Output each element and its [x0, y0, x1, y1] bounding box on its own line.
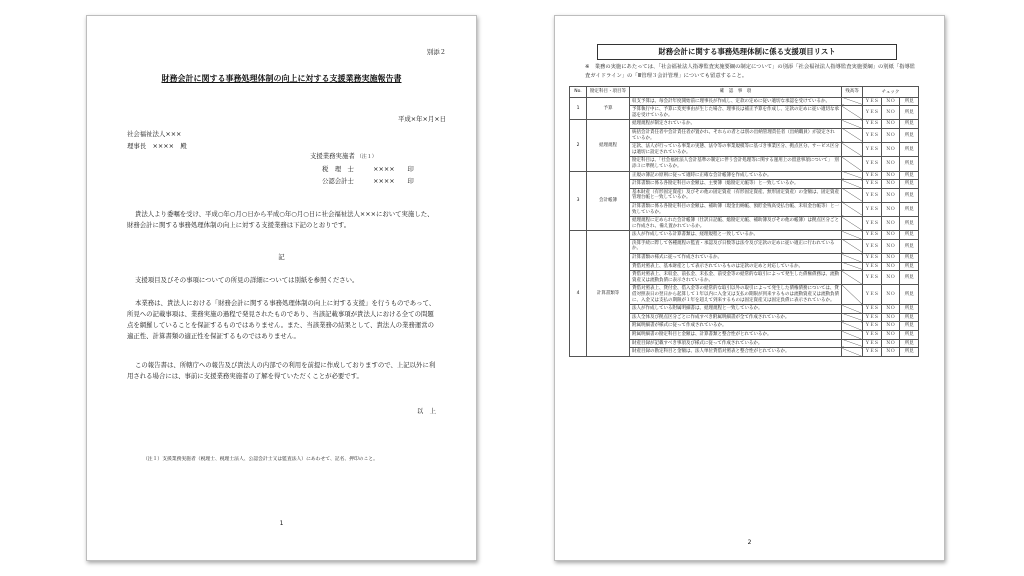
page-number-2: 2 [747, 539, 752, 546]
yes-option[interactable]: ＹＥＳ [863, 217, 882, 231]
findings-option[interactable]: 所見 [900, 348, 919, 357]
yes-option[interactable]: ＹＥＳ [863, 180, 882, 189]
check-item-text: 基本財産（有形固定資産）及びその他の固定資産（有形固定資産、無形固定資産）の金額は、固定資産管理台帳と一致しているか。 [630, 188, 842, 202]
remarks-cell [842, 285, 863, 305]
findings-option[interactable]: 所見 [900, 239, 919, 253]
recipient-head: 理事長 ×××× 殿 [127, 142, 187, 150]
check-item-text: 勘定科目は、「社会福祉法人会計基準の制定に伴う会計処理等に関する運用上の留意事項について」 別添３に準拠しているか。 [630, 157, 842, 171]
no-option[interactable]: ＮＯ [881, 262, 900, 271]
no-option[interactable]: ＮＯ [881, 188, 900, 202]
group-subject: 予算 [587, 97, 630, 120]
findings-option[interactable]: 所見 [900, 262, 919, 271]
remarks-cell [842, 180, 863, 189]
no-option[interactable]: ＮＯ [881, 128, 900, 142]
no-option[interactable]: ＮＯ [881, 180, 900, 189]
remarks-cell [842, 143, 863, 157]
no-option[interactable]: ＮＯ [881, 285, 900, 305]
findings-option[interactable]: 所見 [900, 322, 919, 331]
check-item-text: 附属明細書の勘定科目と金額は、計算書類と整合性がとれているか。 [630, 331, 842, 340]
header-check: チェック [863, 89, 919, 97]
remarks-cell [842, 231, 863, 240]
yes-option[interactable]: ＹＥＳ [863, 143, 882, 157]
check-item-text: 貸借対照表上、貸付金、借入金等の経常的な取引以外の取引によって発生した債権債務については、貸借対照表日の翌日から起算して１年以内に入金又は支払の期限が到来するものは流動資産又は流動負債に、入金又は支払の期限が１年を超えて到来するものは固定資産又は固定負債に表示されているか。 [630, 285, 842, 305]
check-item-text: 貸借対照表上、基本財産として表示されているものは定款の定めと対応しているか。 [630, 262, 842, 271]
remarks-cell [842, 348, 863, 357]
remarks-cell [842, 331, 863, 340]
remarks-cell [842, 271, 863, 285]
check-item-text: 経理規程に定められた会計帳簿（仕訳日記帳、総勘定元帳、補助簿及びその他の帳簿）は拠点区分ごとに作成され、備え置かれているか。 [630, 217, 842, 231]
paragraph-usage: この報告書は、所轄庁への報告及び貴法人の内部での利用を前提に作成しておりますので、上記以外に利用される場合には、事前に支援業務実施者の了解を得ていただくことが必要です。 [127, 361, 436, 380]
yes-option[interactable]: ＹＥＳ [863, 313, 882, 322]
check-item-text: 定款、法人が行っている事業の実態、法令等の事業規模等に基づき事業区分、拠点区分、サービス区分は適切に設定されているか。 [630, 143, 842, 157]
group-number: 3 [570, 171, 587, 231]
no-option[interactable]: ＮＯ [881, 202, 900, 216]
provider-cpa: 公認会計士 ×××× 印 [322, 177, 414, 185]
remarks-cell [842, 120, 863, 129]
no-option[interactable]: ＮＯ [881, 120, 900, 129]
remarks-cell [842, 188, 863, 202]
check-item-text: 統括会計責任者や会計責任者が置かれ、それらの者とは別の出納管理責任者（出納職員）が設定されているか。 [630, 128, 842, 142]
yes-option[interactable]: ＹＥＳ [863, 322, 882, 331]
yes-option[interactable]: ＹＥＳ [863, 188, 882, 202]
check-item-text: 予算執行中に、予算に変更事由が生じた場合、理事長は補正予算を作成し、定款の定めに従い適切な承認を受けているか。 [630, 106, 842, 120]
report-title: 財務会計に関する事務処理体制の向上に対する支援業務実施報告書 [161, 74, 402, 83]
yes-option[interactable]: ＹＥＳ [863, 331, 882, 340]
remarks-cell [842, 262, 863, 271]
remarks-cell [842, 313, 863, 322]
findings-option[interactable]: 所見 [900, 157, 919, 171]
header-subject: 勘定科目・項目等 [587, 87, 630, 98]
findings-option[interactable]: 所見 [900, 202, 919, 216]
remarks-cell [842, 322, 863, 331]
table-row [570, 171, 919, 180]
checklist-table [569, 86, 919, 357]
table-row [570, 231, 919, 240]
footnote: （注１）支援業務実施者（税理士、税理士法人、公認会計士又は監査法人）にあわせて、記名、押印のこと。 [143, 457, 378, 462]
document-page-2 [554, 15, 945, 561]
yes-option[interactable]: ＹＥＳ [863, 305, 882, 314]
check-item-text: 経理規程が制定されているか。 [630, 120, 842, 129]
no-option[interactable]: ＮＯ [881, 322, 900, 331]
recipient-org: 社会福祉法人××× [127, 130, 182, 138]
yes-option[interactable]: ＹＥＳ [863, 271, 882, 285]
group-subject: 計算書類等 [587, 231, 630, 357]
header-no: No. [570, 87, 587, 98]
no-option[interactable]: ＮＯ [881, 348, 900, 357]
yes-option[interactable]: ＹＥＳ [863, 97, 882, 106]
provider-note: （注１） [356, 154, 377, 160]
findings-option[interactable]: 所見 [900, 106, 919, 120]
page-number-1: 1 [279, 520, 284, 527]
check-item-text: 計算書類の様式に従って作成されているか。 [630, 254, 842, 263]
check-item-text: 法人が作成している計算書類は、経理規程と一致しているか。 [630, 231, 842, 240]
no-option[interactable]: ＮＯ [881, 157, 900, 171]
yes-option[interactable]: ＹＥＳ [863, 339, 882, 348]
ki-label: 記 [278, 253, 285, 261]
check-item-text: 計算書類に係る各勘定科目の金額は、補助簿（現金出納帳、預貯金残高受払台帳、未収金台帳等）と一致しているか。 [630, 202, 842, 216]
findings-option[interactable]: 所見 [900, 180, 919, 189]
findings-option[interactable]: 所見 [900, 120, 919, 129]
checklist-note: ※ 業務の実施にあたっては、「社会福祉法人指導監査実施要綱の制定について」の別添「社会福祉法人指導監査実施要綱」の別紙「指導監査ガイドライン」の「Ⅲ管理３会計管理」についても留意すること。 [585, 64, 916, 79]
header-item: 確 認 事 項 [630, 87, 842, 98]
provider-label-text: 支援業務実施者 [310, 152, 355, 160]
document-page-1 [86, 15, 477, 561]
no-option[interactable]: ＮＯ [881, 143, 900, 157]
no-option[interactable]: ＮＯ [881, 106, 900, 120]
yes-option[interactable]: ＹＥＳ [863, 254, 882, 263]
no-option[interactable]: ＮＯ [881, 97, 900, 106]
check-item-text: 附属明細書が様式に従って作成されているか。 [630, 322, 842, 331]
yes-option[interactable]: ＹＥＳ [863, 128, 882, 142]
remarks-cell [842, 305, 863, 314]
no-option[interactable]: ＮＯ [881, 217, 900, 231]
ijou-label: 以 上 [416, 407, 436, 415]
check-item-text: 決算手続に際して各種規程の監査・承認及び日数等は法令及び定款の定めに従い適正に行われているか。 [630, 239, 842, 253]
provider-label [310, 152, 377, 161]
check-item-text: 財産目録が記載すべき事項及び様式に従って作成されているか。 [630, 339, 842, 348]
remarks-cell [842, 254, 863, 263]
findings-option[interactable]: 所見 [900, 143, 919, 157]
no-option[interactable]: ＮＯ [881, 339, 900, 348]
yes-option[interactable]: ＹＥＳ [863, 202, 882, 216]
report-date: 平成×年×月×日 [397, 115, 446, 123]
no-option[interactable]: ＮＯ [881, 239, 900, 253]
yes-option[interactable]: ＹＥＳ [863, 106, 882, 120]
remarks-cell [842, 171, 863, 180]
group-number: 4 [570, 231, 587, 357]
remarks-cell [842, 97, 863, 106]
no-option[interactable]: ＮＯ [881, 331, 900, 340]
remarks-cell [842, 157, 863, 171]
checklist-title: 財務会計に関する事務処理体制に係る支援項目リスト [597, 44, 897, 60]
check-item-text: 法人全体及び拠点区分ごとに作成すべき附属明細書が全て作成されているか。 [630, 313, 842, 322]
group-number: 1 [570, 97, 587, 120]
remarks-cell [842, 106, 863, 120]
remarks-cell [842, 202, 863, 216]
yes-option[interactable]: ＹＥＳ [863, 231, 882, 240]
no-option[interactable]: ＮＯ [881, 171, 900, 180]
yes-option[interactable]: ＹＥＳ [863, 262, 882, 271]
yes-option[interactable]: ＹＥＳ [863, 285, 882, 305]
provider-tax-accountant: 税 理 士 ×××× 印 [322, 165, 414, 173]
yes-option[interactable]: ＹＥＳ [863, 239, 882, 253]
no-option[interactable]: ＮＯ [881, 313, 900, 322]
paragraph-reference: 支援項目及びその事項についての所見の詳細については別紙を参照ください。 [135, 276, 359, 284]
findings-option[interactable]: 所見 [900, 271, 919, 285]
findings-option[interactable]: 所見 [900, 128, 919, 142]
no-option[interactable]: ＮＯ [881, 271, 900, 285]
findings-option[interactable]: 所見 [900, 217, 919, 231]
findings-option[interactable]: 所見 [900, 305, 919, 314]
no-option[interactable]: ＮＯ [881, 231, 900, 240]
findings-option[interactable]: 所見 [900, 313, 919, 322]
attachment-label: 別添２ [426, 48, 446, 56]
yes-option[interactable]: ＹＥＳ [863, 120, 882, 129]
check-item-text: 財産目録の勘定科目と金額は、法人単位貸借対照表と整合性がとれているか。 [630, 348, 842, 357]
findings-option[interactable]: 所見 [900, 188, 919, 202]
findings-option[interactable]: 所見 [900, 171, 919, 180]
paragraph-intro: 貴法人より委嘱を受け、平成○年○月○日から平成○年○月○日に社会福祉法人×××において実施した、財務会計に関する事務処理体制の向上に対する支援業務は下記のとおりです。 [127, 210, 434, 229]
findings-option[interactable]: 所見 [900, 97, 919, 106]
check-item-text: 収支予算は、毎会計年度開始前に理事長が作成し、定款の定めに従い適切な承認を受けているか。 [630, 97, 842, 106]
remarks-cell [842, 217, 863, 231]
table-row [570, 120, 919, 129]
header-remarks: 残高等 [842, 87, 863, 98]
findings-option[interactable]: 所見 [900, 339, 919, 348]
group-subject: 経理規程 [587, 120, 630, 171]
check-item-text: 法人が作成している附属明細書は、経理規程と一致しているか。 [630, 305, 842, 314]
check-item-text: 貸借対照表上、未収金、前払金、未払金、前受金等の経常的な取引によって発生した債権債務は、流動資産又は流動負債に表示されているか。 [630, 271, 842, 285]
check-item-text: 正規の簿記の原則に従って適時に正確な会計帳簿を作成しているか。 [630, 171, 842, 180]
remarks-cell [842, 128, 863, 142]
yes-option[interactable]: ＹＥＳ [863, 348, 882, 357]
no-option[interactable]: ＮＯ [881, 305, 900, 314]
paragraph-scope: 本業務は、貴法人における「財務会計に関する事務処理体制の向上に対する支援」を行うものであって、所見への記載事項は、業務実施の過程で発見されたものであり、当該記載事項が貴法人における全ての問題点を網羅していることを保証するものではありません。また、当該業務の結果として、貴法人の業務運営の適正性、計算書類の適正性を保証するものではありません。 [127, 299, 436, 340]
findings-option[interactable]: 所見 [900, 285, 919, 305]
findings-option[interactable]: 所見 [900, 254, 919, 263]
remarks-cell [842, 239, 863, 253]
findings-option[interactable]: 所見 [900, 231, 919, 240]
table-row [570, 97, 919, 106]
yes-option[interactable]: ＹＥＳ [863, 157, 882, 171]
remarks-cell [842, 339, 863, 348]
no-option[interactable]: ＮＯ [881, 254, 900, 263]
yes-option[interactable]: ＹＥＳ [863, 171, 882, 180]
findings-option[interactable]: 所見 [900, 331, 919, 340]
group-subject: 会計帳簿 [587, 171, 630, 231]
check-item-text: 計算書類に係る各勘定科目の金額は、主要簿（総勘定元帳等）と一致しているか。 [630, 180, 842, 189]
group-number: 2 [570, 120, 587, 171]
